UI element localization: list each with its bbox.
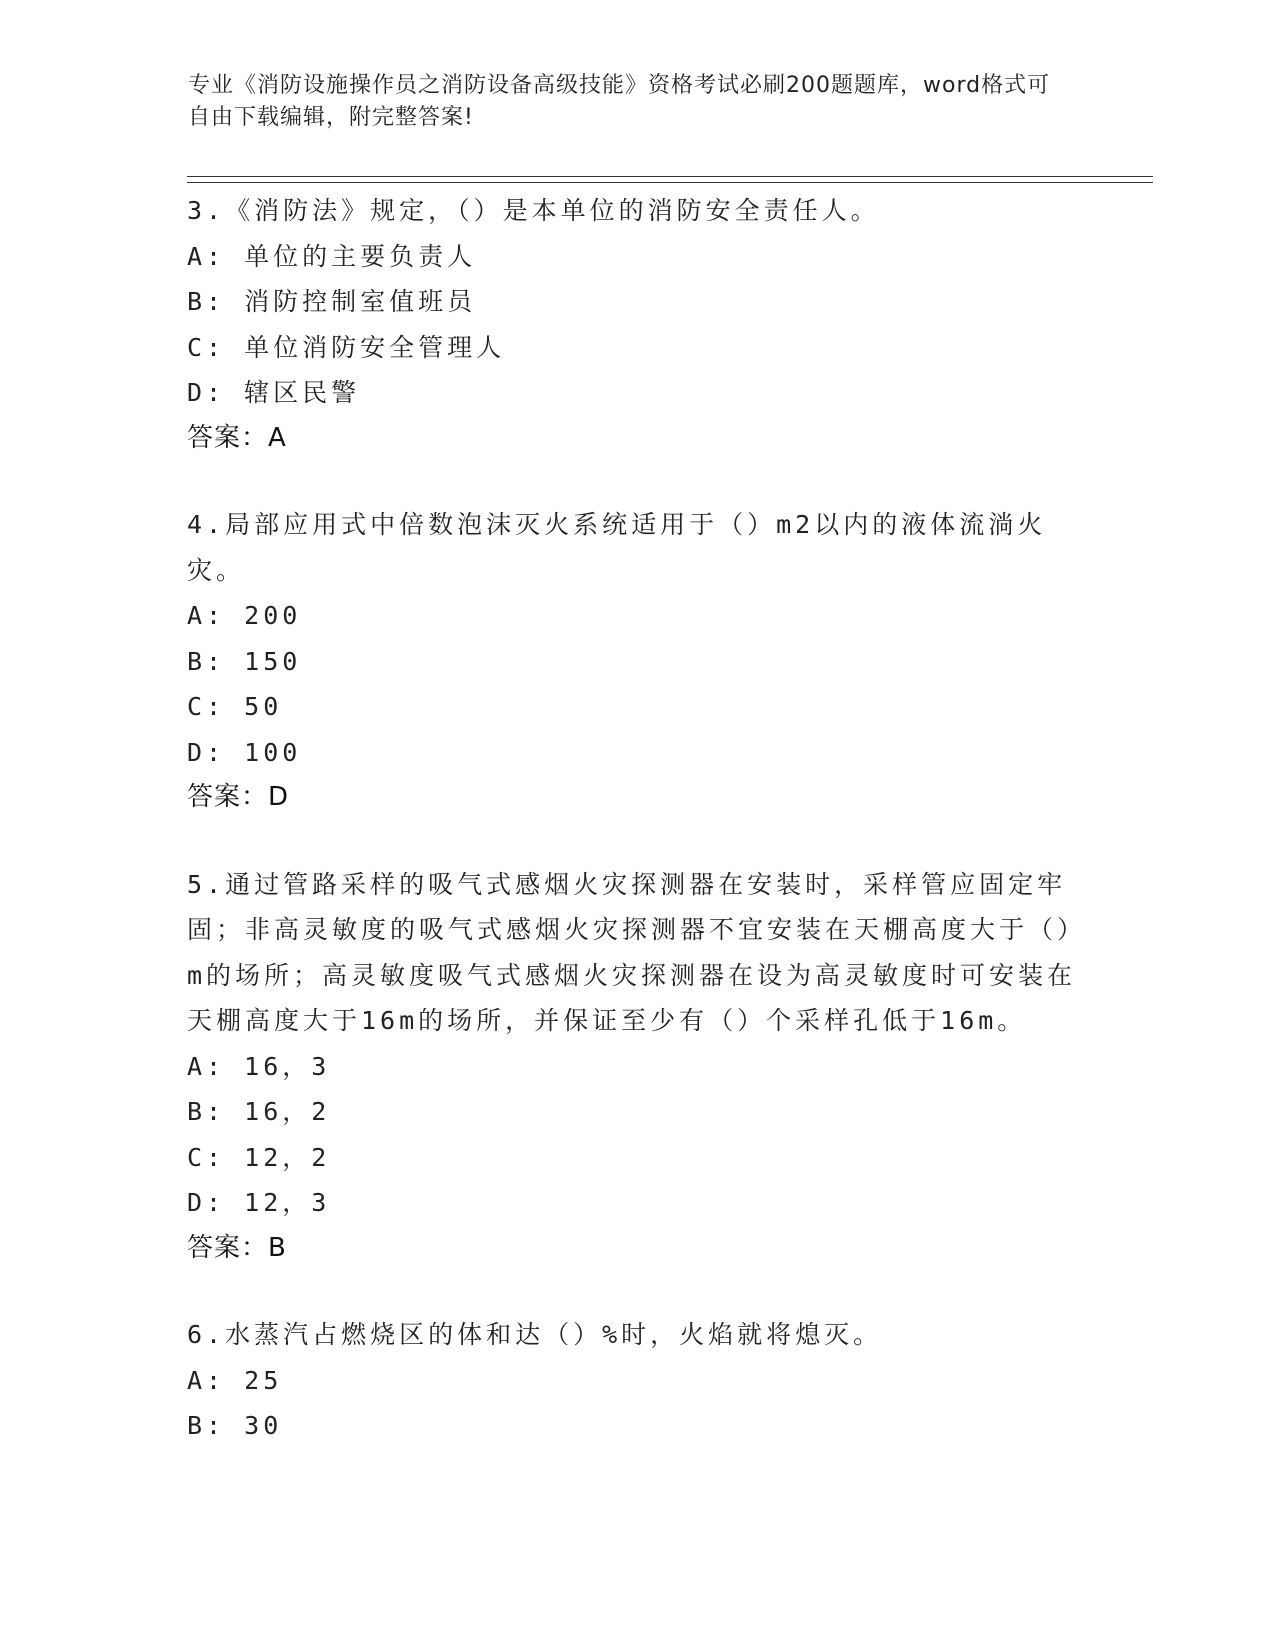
option-b: B: 150 [187,646,302,676]
question-stem: 4.局部应用式中倍数泡沫灭火系统适用于（）m2以内的液体流淌火灾。 [187,510,1047,585]
option-d: D: 100 [187,737,302,767]
question-6 [187,1312,1087,1449]
header-divider-top [187,176,1153,177]
option-a: A: 200 [187,601,302,630]
option-d: D: 12，3 [187,1188,331,1217]
option-b: B: 消防控制室值班员 [187,287,477,316]
question-list [187,188,1087,1490]
question-5 [187,862,1087,1272]
header-text: 专业《消防设施操作员之消防设备高级技能》资格考试必刷200题题库，word格式可自由下载编辑，附完整答案! [188,73,1051,130]
question-stem: 3.《消防法》规定，（）是本单位的消防安全责任人。 [187,196,880,225]
question-3 [187,188,1087,461]
answer: 答案：A [187,422,287,453]
option-b: B: 30 [187,1411,283,1440]
option-c: C: 12，2 [187,1142,331,1172]
question-stem: 6.水蒸汽占燃烧区的体和达（）%时，火焰就将熄灭。 [187,1320,883,1349]
option-b: B: 16，2 [187,1097,331,1126]
option-a: A: 单位的主要负责人 [187,241,477,271]
question-4 [187,502,1087,821]
option-c: C: 单位消防安全管理人 [187,332,506,362]
option-a: A: 25 [187,1365,283,1395]
document-header [188,70,1068,134]
option-a: A: 16，3 [187,1051,331,1081]
answer: 答案：D [187,782,290,812]
question-stem: 5.通过管路采样的吸气式感烟火灾探测器在安装时，采样管应固定牢固；非高灵敏度的吸气式感烟火灾探测器不宜安装在天棚高度大于（）m的场所；高灵敏度吸气式感烟火灾探测器在设为高灵敏度时可安装在天棚高度大于16m的场所，并保证至少有（）个采样孔低于16m。 [187,869,1087,1035]
answer: 答案：B [187,1232,287,1263]
option-c: C: 50 [187,692,283,721]
header-divider-bottom [187,182,1153,183]
option-d: D: 辖区民警 [187,378,361,407]
